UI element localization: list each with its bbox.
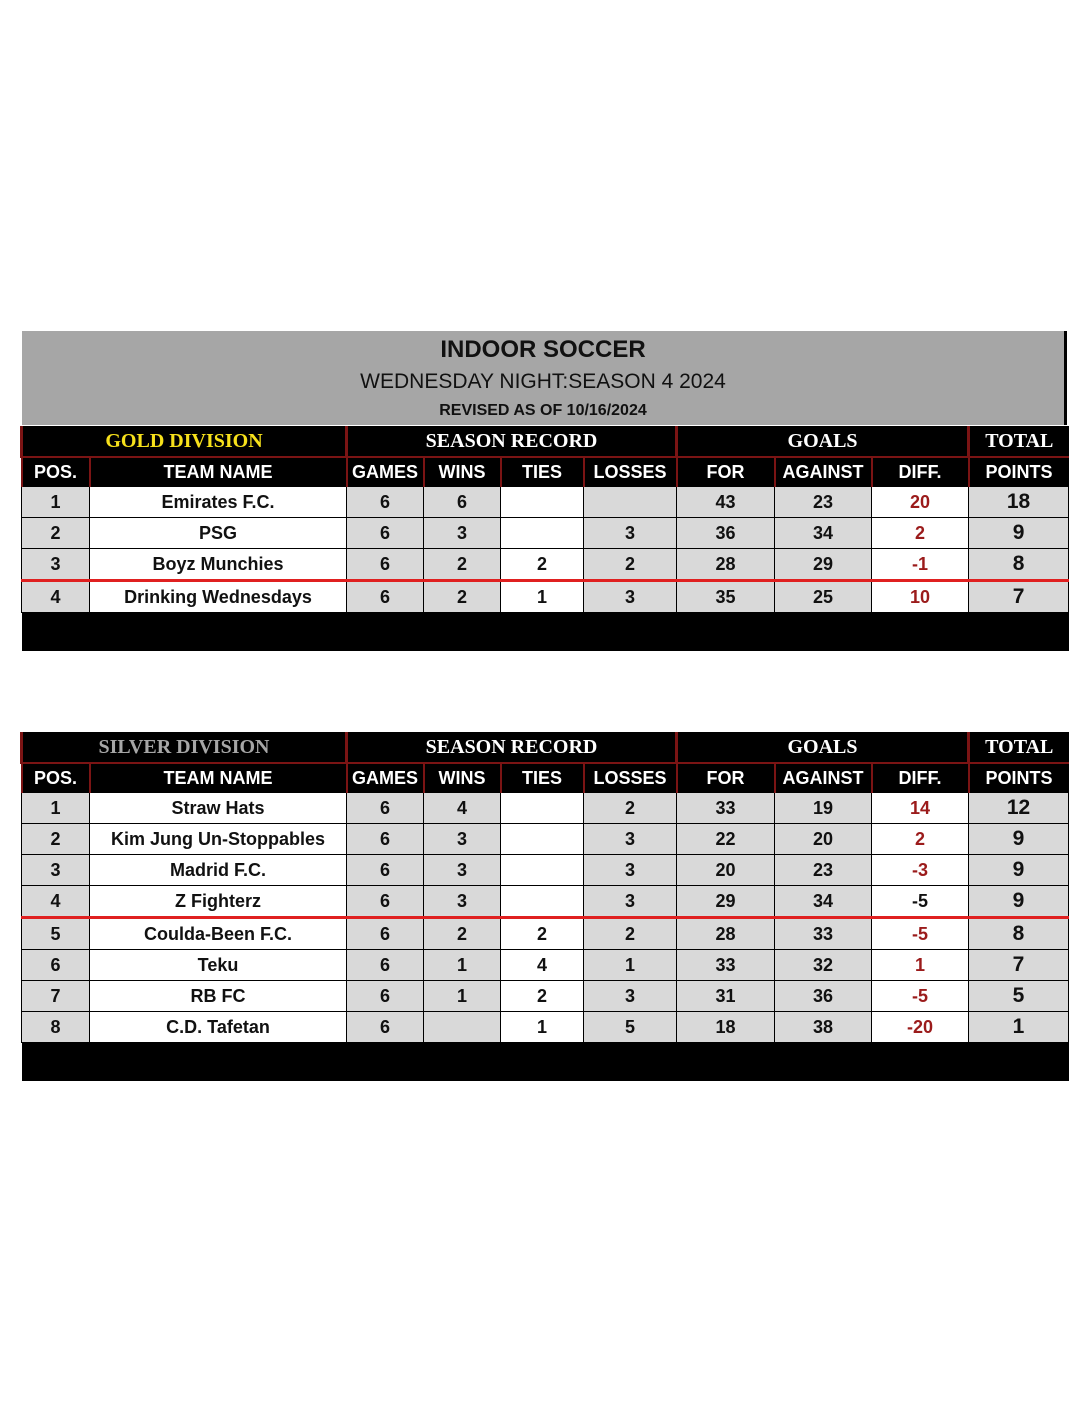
team-pos: 4 [22, 886, 90, 918]
team-name: C.D. Tafetan [90, 1012, 347, 1043]
team-goals-for: 29 [677, 886, 775, 918]
team-points: 7 [969, 950, 1069, 981]
team-games: 6 [347, 886, 424, 918]
table-row [22, 793, 1069, 824]
team-pos: 6 [22, 950, 90, 981]
team-losses: 1 [584, 950, 677, 981]
total-label: TOTAL [969, 732, 1069, 763]
col-points: POINTS [969, 763, 1069, 793]
team-losses: 3 [584, 981, 677, 1012]
team-goal-diff: 10 [872, 581, 969, 613]
team-name: Madrid F.C. [90, 855, 347, 886]
col-games: GAMES [347, 763, 424, 793]
team-losses: 3 [584, 886, 677, 918]
table-row [22, 1012, 1069, 1043]
team-goals-for: 33 [677, 950, 775, 981]
team-wins: 2 [424, 581, 501, 613]
team-goals-for: 28 [677, 549, 775, 581]
team-games: 6 [347, 824, 424, 855]
team-points: 9 [969, 855, 1069, 886]
team-points: 9 [969, 518, 1069, 549]
col-wins: WINS [424, 763, 501, 793]
table-footer-bar [22, 1043, 1069, 1082]
team-points: 18 [969, 487, 1069, 518]
team-goals-against: 38 [775, 1012, 872, 1043]
col-ties: TIES [501, 457, 584, 487]
col-wins: WINS [424, 457, 501, 487]
team-wins: 4 [424, 793, 501, 824]
team-games: 6 [347, 950, 424, 981]
col-for: FOR [677, 457, 775, 487]
team-points: 8 [969, 918, 1069, 950]
col-team-name: TEAM NAME [90, 763, 347, 793]
col-losses: LOSSES [584, 457, 677, 487]
team-points: 8 [969, 549, 1069, 581]
team-goal-diff: 2 [872, 824, 969, 855]
team-ties: 2 [501, 981, 584, 1012]
team-goals-against: 32 [775, 950, 872, 981]
total-label: TOTAL [969, 426, 1069, 457]
goals-label: GOALS [677, 426, 969, 457]
team-goal-diff: -5 [872, 918, 969, 950]
team-points: 9 [969, 886, 1069, 918]
team-goal-diff: 2 [872, 518, 969, 549]
team-games: 6 [347, 581, 424, 613]
table-row [22, 824, 1069, 855]
col-for: FOR [677, 763, 775, 793]
table-footer-bar [22, 613, 1069, 652]
silver-division-table [20, 732, 1069, 1081]
table-row [22, 855, 1069, 886]
table-row [22, 918, 1069, 950]
team-pos: 4 [22, 581, 90, 613]
team-ties: 1 [501, 1012, 584, 1043]
team-games: 6 [347, 855, 424, 886]
table-row [22, 487, 1069, 518]
team-points: 1 [969, 1012, 1069, 1043]
team-goal-diff: 1 [872, 950, 969, 981]
table-row [22, 981, 1069, 1012]
team-losses: 3 [584, 518, 677, 549]
team-goal-diff: -1 [872, 549, 969, 581]
team-points: 7 [969, 581, 1069, 613]
team-ties: 4 [501, 950, 584, 981]
col-points: POINTS [969, 457, 1069, 487]
team-wins: 6 [424, 487, 501, 518]
team-pos: 2 [22, 518, 90, 549]
team-losses: 5 [584, 1012, 677, 1043]
season-record-label: SEASON RECORD [347, 426, 677, 457]
team-goals-for: 36 [677, 518, 775, 549]
division-name: GOLD DIVISION [22, 426, 347, 457]
col-diff: DIFF. [872, 763, 969, 793]
team-goals-for: 28 [677, 918, 775, 950]
team-pos: 2 [22, 824, 90, 855]
team-wins: 2 [424, 549, 501, 581]
col-diff: DIFF. [872, 457, 969, 487]
team-goals-against: 23 [775, 855, 872, 886]
team-goals-against: 34 [775, 886, 872, 918]
team-ties [501, 855, 584, 886]
team-goals-against: 33 [775, 918, 872, 950]
team-wins: 1 [424, 950, 501, 981]
team-goals-against: 36 [775, 981, 872, 1012]
team-name: Emirates F.C. [90, 487, 347, 518]
team-name: Z Fighterz [90, 886, 347, 918]
team-goals-for: 18 [677, 1012, 775, 1043]
revised-date: REVISED AS OF 10/16/2024 [439, 402, 647, 419]
division-header-row [22, 732, 1069, 763]
team-ties [501, 824, 584, 855]
team-points: 12 [969, 793, 1069, 824]
team-name: Boyz Munchies [90, 549, 347, 581]
col-team-name: TEAM NAME [90, 457, 347, 487]
col-against: AGAINST [775, 763, 872, 793]
team-goals-for: 33 [677, 793, 775, 824]
team-points: 9 [969, 824, 1069, 855]
team-games: 6 [347, 487, 424, 518]
team-goals-for: 20 [677, 855, 775, 886]
team-wins: 3 [424, 886, 501, 918]
footer-cell [22, 613, 1069, 652]
team-ties [501, 886, 584, 918]
table-row [22, 950, 1069, 981]
team-pos: 1 [22, 793, 90, 824]
column-header-row [22, 457, 1069, 487]
column-header-row [22, 763, 1069, 793]
division-name: SILVER DIVISION [22, 732, 347, 763]
team-goal-diff: -5 [872, 886, 969, 918]
team-name: Kim Jung Un-Stoppables [90, 824, 347, 855]
team-goals-against: 19 [775, 793, 872, 824]
team-games: 6 [347, 918, 424, 950]
team-games: 6 [347, 518, 424, 549]
team-name: PSG [90, 518, 347, 549]
team-losses: 2 [584, 918, 677, 950]
team-goals-for: 43 [677, 487, 775, 518]
team-name: Teku [90, 950, 347, 981]
team-losses: 3 [584, 824, 677, 855]
team-pos: 3 [22, 855, 90, 886]
col-against: AGAINST [775, 457, 872, 487]
table-row [22, 581, 1069, 613]
team-ties: 2 [501, 549, 584, 581]
page-title: INDOOR SOCCER [440, 336, 646, 363]
team-losses: 3 [584, 855, 677, 886]
team-pos: 7 [22, 981, 90, 1012]
team-goal-diff: -20 [872, 1012, 969, 1043]
team-wins: 3 [424, 855, 501, 886]
goals-label: GOALS [677, 732, 969, 763]
team-pos: 3 [22, 549, 90, 581]
gold-division-table [20, 426, 1069, 651]
team-games: 6 [347, 1012, 424, 1043]
col-ties: TIES [501, 763, 584, 793]
team-ties [501, 793, 584, 824]
team-pos: 5 [22, 918, 90, 950]
team-goals-against: 34 [775, 518, 872, 549]
division-header-row [22, 426, 1069, 457]
team-goals-against: 23 [775, 487, 872, 518]
team-goals-for: 22 [677, 824, 775, 855]
team-games: 6 [347, 981, 424, 1012]
team-losses: 2 [584, 549, 677, 581]
team-wins [424, 1012, 501, 1043]
team-goal-diff: -3 [872, 855, 969, 886]
team-goal-diff: 14 [872, 793, 969, 824]
footer-cell [22, 1043, 1069, 1082]
team-goals-for: 35 [677, 581, 775, 613]
team-wins: 3 [424, 518, 501, 549]
team-wins: 3 [424, 824, 501, 855]
team-ties [501, 487, 584, 518]
col-games: GAMES [347, 457, 424, 487]
team-losses: 3 [584, 581, 677, 613]
table-row [22, 549, 1069, 581]
team-wins: 1 [424, 981, 501, 1012]
season-record-label: SEASON RECORD [347, 732, 677, 763]
team-wins: 2 [424, 918, 501, 950]
team-losses: 2 [584, 793, 677, 824]
team-goals-for: 31 [677, 981, 775, 1012]
team-goal-diff: -5 [872, 981, 969, 1012]
team-losses [584, 487, 677, 518]
col-pos: POS. [22, 457, 90, 487]
team-pos: 8 [22, 1012, 90, 1043]
team-pos: 1 [22, 487, 90, 518]
table-row [22, 886, 1069, 918]
standings-header [22, 331, 1067, 425]
page-subtitle: WEDNESDAY NIGHT:SEASON 4 2024 [360, 370, 726, 393]
team-ties: 1 [501, 581, 584, 613]
col-pos: POS. [22, 763, 90, 793]
team-name: Drinking Wednesdays [90, 581, 347, 613]
team-name: Straw Hats [90, 793, 347, 824]
team-ties [501, 518, 584, 549]
team-goals-against: 29 [775, 549, 872, 581]
team-goal-diff: 20 [872, 487, 969, 518]
team-points: 5 [969, 981, 1069, 1012]
team-goals-against: 20 [775, 824, 872, 855]
team-games: 6 [347, 549, 424, 581]
team-goals-against: 25 [775, 581, 872, 613]
col-losses: LOSSES [584, 763, 677, 793]
table-row [22, 518, 1069, 549]
team-name: RB FC [90, 981, 347, 1012]
team-name: Coulda-Been F.C. [90, 918, 347, 950]
team-games: 6 [347, 793, 424, 824]
team-ties: 2 [501, 918, 584, 950]
